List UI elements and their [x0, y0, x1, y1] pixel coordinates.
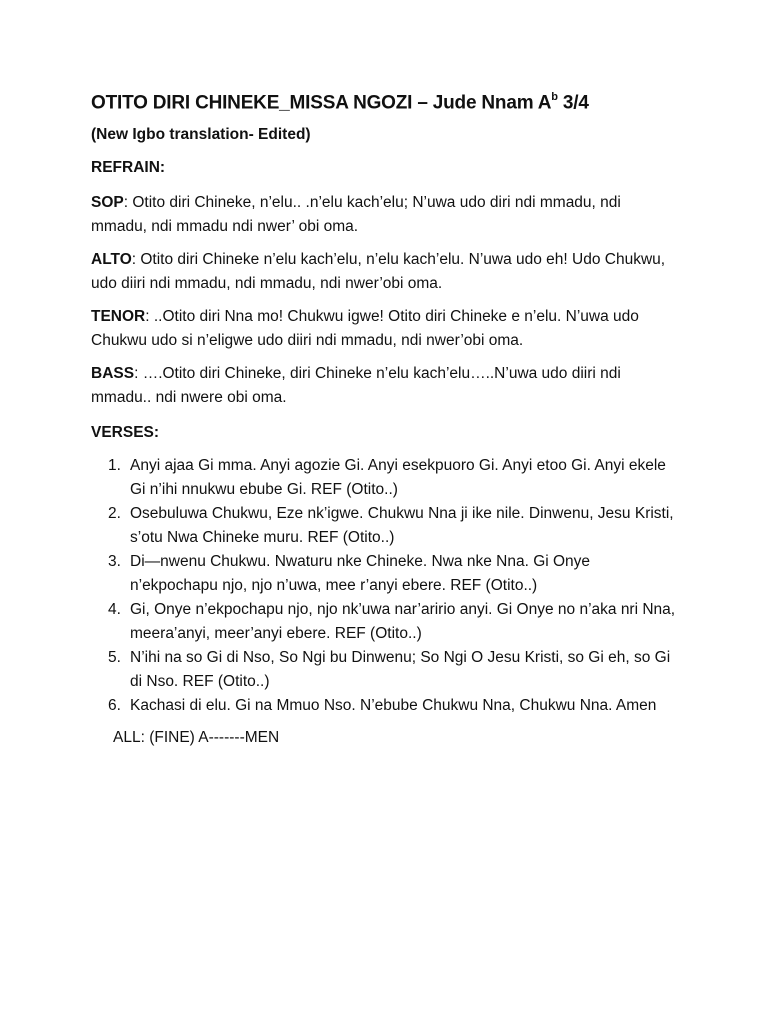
refrain-tenor — [91, 305, 680, 353]
document-subtitle: (New Igbo translation- Edited) — [91, 126, 311, 144]
verse-item — [108, 598, 680, 646]
closing-line: ALL: (FINE) A-------MEN — [113, 729, 280, 747]
verse-item — [108, 502, 680, 550]
verse-number: 6. — [108, 697, 121, 715]
verse-text: Gi, Onye n’ekpochapu njo, njo nk’uwa nar’aririo anyi. Gi Onye no n’aka nri Nna, meera’anyi, meer’anyi ebere. REF (Otito..) — [130, 601, 676, 643]
refrain-alto-text: : Otito diri Chineke n’elu kach’elu, n’elu kach’elu. N’uwa udo eh! Udo Chukwu, udo diiri ndi mmadu, ndi mmadu, ndi nwer’obi oma. — [91, 251, 666, 293]
refrain-heading: REFRAIN: — [91, 159, 166, 177]
refrain-sop-text: : Otito diri Chineke, n’elu.. .n’elu kach’elu; N’uwa udo diri ndi mmadu, ndi mmadu, ndi mmadu ndi nwer’ obi oma. — [91, 194, 621, 236]
verse-number: 1. — [108, 457, 121, 475]
refrain-sop — [91, 191, 680, 239]
verse-item — [108, 550, 680, 598]
time-signature: 3/4 — [557, 92, 589, 114]
verse-item — [108, 694, 680, 718]
voice-label-sop: SOP — [91, 194, 124, 212]
voice-label-alto: ALTO — [91, 251, 132, 269]
verse-text: Di—nwenu Chukwu. Nwaturu nke Chineke. Nwa nke Nna. Gi Onye n’ekpochapu njo, njo n’uwa, mee r’anyi ebere. REF (Otito..) — [130, 553, 591, 595]
verses-heading: VERSES: — [91, 424, 160, 442]
verse-number: 3. — [108, 553, 121, 571]
verse-text: Kachasi di elu. Gi na Mmuo Nso. N’ebube Chukwu Nna, Chukwu Nna. Amen — [130, 697, 657, 715]
verse-item — [108, 454, 680, 502]
refrain-bass — [91, 362, 680, 410]
key-flat-superscript: b — [551, 91, 558, 103]
verse-number: 2. — [108, 505, 121, 523]
verse-text: Anyi ajaa Gi mma. Anyi agozie Gi. Anyi esekpuoro Gi. Anyi etoo Gi. Anyi ekele Gi n’ihi nnukwu ebube Gi. REF (Otito..) — [130, 457, 666, 499]
title-text: OTITO DIRI CHINEKE_MISSA NGOZI – Jude Nnam A — [91, 92, 552, 114]
document-title — [91, 92, 680, 114]
verse-text: Osebuluwa Chukwu, Eze nk’igwe. Chukwu Nna ji ike nile. Dinwenu, Jesu Kristi, s’otu Nwa Chineke muru. REF (Otito..) — [130, 505, 674, 547]
refrain-bass-text: : ….Otito diri Chineke, diri Chineke n’elu kach’elu…..N’uwa udo diiri ndi mmadu.. ndi nwere obi oma. — [91, 365, 621, 407]
verse-text: N’ihi na so Gi di Nso, So Ngi bu Dinwenu; So Ngi O Jesu Kristi, so Gi eh, so Gi di Nso. REF (Otito..) — [130, 649, 671, 691]
verses-list — [91, 454, 680, 718]
refrain-alto — [91, 248, 680, 296]
verse-number: 4. — [108, 601, 121, 619]
verse-item — [108, 646, 680, 694]
voice-label-bass: BASS — [91, 365, 135, 383]
refrain-tenor-text: : ..Otito diri Nna mo! Chukwu igwe! Otito diri Chineke e n’elu. N’uwa udo Chukwu udo si n’eligwe udo diiri ndi mmadu, ndi nwer’obi oma. — [91, 308, 639, 350]
voice-label-tenor: TENOR — [91, 308, 146, 326]
verse-number: 5. — [108, 649, 121, 667]
